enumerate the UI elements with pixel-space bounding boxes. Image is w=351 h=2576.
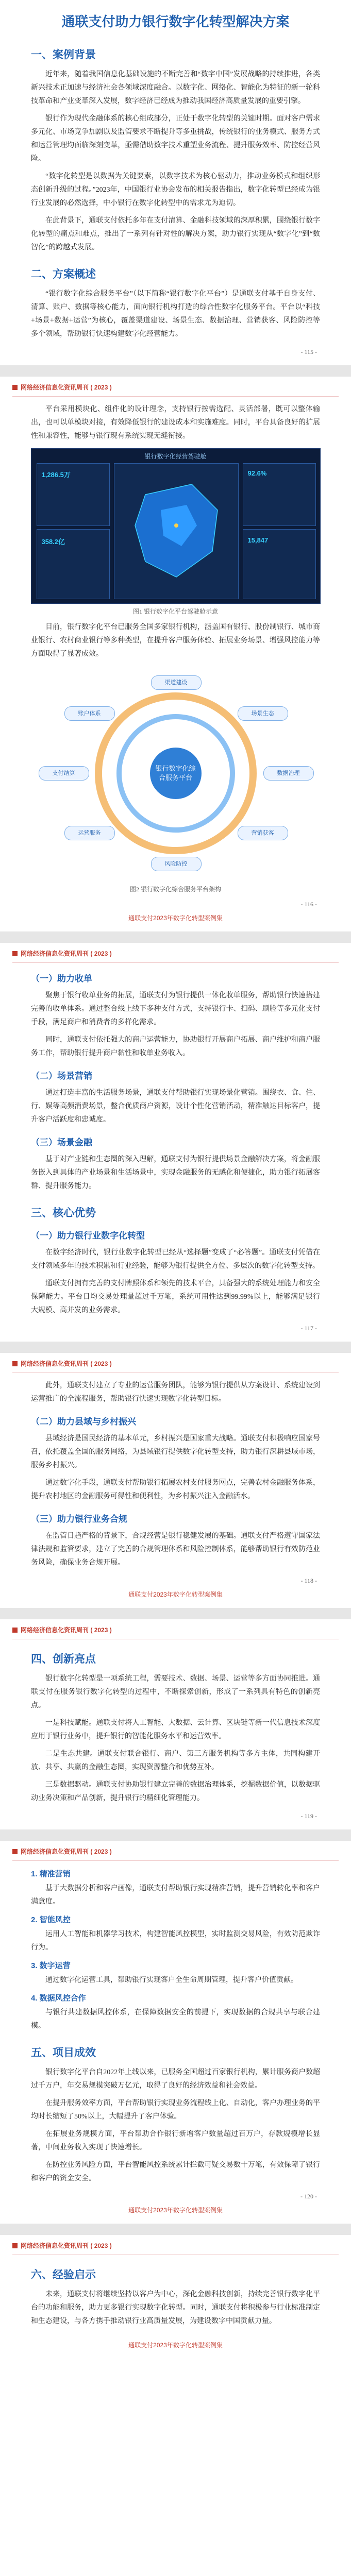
paragraph: 在数字经济时代，银行业数字化转型已经从“选择题”变成了“必答题”。通联支付凭借在支付领域多年的技术积累和行业经验，能够为银行提供全方位、多层次的数字化转型支持。 <box>31 1249 320 1270</box>
figure-caption: 图1 银行数字化平台驾驶舱示意 <box>132 608 218 615</box>
figure-caption: 图2 银行数字化综合服务平台架构 <box>129 886 221 893</box>
paragraph: 在拓展业务规模方面，平台帮助合作银行新增客户数量超过百万户，存款规模增长显著，中间业务收入实现了快速增长。 <box>31 2130 320 2151</box>
ring-leaf: 支付结算 <box>39 766 89 781</box>
page-number: - 118 - <box>300 1577 317 1584</box>
section-heading: 三、核心优势 <box>31 1207 96 1219</box>
header-mark-icon <box>12 951 18 956</box>
page-gap <box>0 1829 351 1841</box>
page-title: 通联支付助力银行数字化转型解决方案 <box>61 14 290 29</box>
architecture-figure <box>31 665 320 882</box>
page-gap <box>0 1342 351 1353</box>
running-header: 网络经济信息化资讯周刊 ( 2023 ) <box>12 1841 339 1861</box>
running-header: 网络经济信息化资讯周刊 ( 2023 ) <box>12 2235 339 2255</box>
paragraph: 通联支付拥有完善的支付牌照体系和领先的技术平台，具备强大的系统处理能力和安全保障能力。平台日均交易处理量超过千万笔，系统可用性达到99.99%以上，能够满足银行大规模、高并发的业务需求。 <box>31 1280 320 1314</box>
paragraph: 银行数字化平台自2022年上线以来，已服务全国超过百家银行机构，累计服务商户数超过千万户，年交易规模突破万亿元，取得了良好的经济效益和社会效益。 <box>31 2069 320 2090</box>
header-mark-icon <box>12 2243 18 2248</box>
subsection-heading: （三）助力银行业务合规 <box>31 1514 127 1524</box>
page-number: - 119 - <box>300 1812 317 1820</box>
running-footer: 通联支付2023年数字化转型案例集 <box>128 1591 223 1598</box>
paragraph: “数字化转型是以数据为关键要素，以数字技术为核心驱动力，推动业务模式和组织形态创新升级的过程。”2023年，中国银行业协会发布的相关报告指出，数字化转型已经成为银行业发展的必然选择，中小银行在数字化转型中的需求尤为迫切。 <box>31 173 320 207</box>
ring-leaf: 场景生态 <box>238 706 288 721</box>
paragraph: 近年来，随着我国信息化基础设施的不断完善和“数字中国”发展战略的持续推进，各类新兴技术正加速与经济社会各领域深度融合。以数字化、网络化、智能化为特征的新一轮科技革命和产业变革深入发展，数字经济已经成为推动我国经济高质量发展的重要引擎。 <box>31 71 320 105</box>
page-gap <box>0 1608 351 1619</box>
paragraph: 在防控业务风险方面，平台智能风控系统累计拦截可疑交易数十万笔，有效保障了银行和客户的资金安全。 <box>31 2161 320 2182</box>
ring-leaf: 营销获客 <box>238 826 288 840</box>
ring-leaf: 账户体系 <box>64 706 115 721</box>
ring-leaf: 运营服务 <box>64 826 115 840</box>
running-header: 网络经济信息化资讯周刊 ( 2023 ) <box>12 943 339 963</box>
running-header: 网络经济信息化资讯周刊 ( 2023 ) <box>12 1353 339 1373</box>
subsection-heading: （一）助力银行业数字化转型 <box>31 1231 145 1241</box>
paragraph: 与银行共建数据风控体系，在保障数据安全的前提下，实现数据的合规共享与联合建模。 <box>31 2009 320 2030</box>
running-footer: 通联支付2023年数字化转型案例集 <box>128 914 223 922</box>
bullet-heading: 4. 数据风控合作 <box>31 1994 86 2003</box>
subsection-heading: （一）助力收单 <box>31 974 92 984</box>
page-number: - 120 - <box>300 2193 317 2200</box>
page-number: - 117 - <box>300 1325 317 1332</box>
subsection-heading: （二）场景营销 <box>31 1071 92 1081</box>
page-number: - 115 - <box>300 348 317 355</box>
page-gap <box>0 931 351 943</box>
paragraph: 基于大数据分析和客户画像，通联支付帮助银行实现精准营销，提升营销转化率和客户满意度。 <box>31 1885 320 1906</box>
paragraph: 二是生态共建。通联支付联合银行、商户、第三方服务机构等多方主体，共同构建开放、共享、共赢的金融生态圈，实现资源整合和优势互补。 <box>31 1750 320 1771</box>
section-heading: 五、项目成效 <box>31 2047 96 2059</box>
page-gap <box>0 365 351 377</box>
ring-leaf: 渠道建设 <box>151 675 202 690</box>
paragraph: 三是数据驱动。通联支付协助银行建立完善的数据治理体系，挖掘数据价值，以数据驱动业务决策和产品创新，提升银行的精细化管理能力。 <box>31 1781 320 1802</box>
paragraph: 目前，银行数字化平台已服务全国多家银行机构，涵盖国有银行、股份制银行、城市商业银行、农村商业银行等多种类型，在提升客户服务体验、拓展业务场景、增强风控能力等方面取得了显著成效。 <box>31 623 320 658</box>
kpi-value: 1,286.5万 <box>41 471 71 479</box>
paragraph: 县域经济是国民经济的基本单元，乡村振兴是国家重大战略。通联支付积极响应国家号召，依托覆盖全国的服务网络，为县域银行提供数字化转型支持，助力银行深耕县域市场，服务乡村振兴。 <box>31 1435 320 1469</box>
paragraph: 此外，通联支付建立了专业的运营服务团队，能够为银行提供从方案设计、系统建设到运营推广的全流程服务，帮助银行快速实现数字化转型目标。 <box>31 1382 320 1403</box>
paragraph: 同时，通联支付依托强大的商户运营能力，协助银行开展商户拓展、商户维护和商户服务工作，帮助银行提升商户黏性和收单业务收入。 <box>31 1036 320 1057</box>
header-mark-icon <box>12 385 18 390</box>
paragraph: 通过数字化手段，通联支付帮助银行拓展农村支付服务网点，完善农村金融服务体系，提升农村地区的金融服务可得性和便利性，为乡村振兴注入金融活水。 <box>31 1479 320 1500</box>
dashboard-title: 银行数字化经营驾驶舱 <box>144 453 207 460</box>
kpi-value: 15,847 <box>247 536 269 544</box>
subsection-heading: （二）助力县域与乡村振兴 <box>31 1417 136 1427</box>
bullet-heading: 1. 精准营销 <box>31 1870 71 1878</box>
paragraph: 在提升服务效率方面，平台帮助银行实现业务流程线上化、自动化，客户办理业务的平均时长缩短了50%以上，大幅提升了客户体验。 <box>31 2099 320 2121</box>
map-graphic <box>114 464 238 599</box>
section-heading: 六、经验启示 <box>31 2269 96 2281</box>
section-heading: 二、方案概述 <box>31 268 96 280</box>
paragraph: 基于对产业链和生态圈的深入理解，通联支付为银行提供场景金融解决方案，将金融服务嵌入到具体的产业场景和生活场景中，实现金融服务的无感化和便捷化，助力银行拓展客群、提升服务能力。 <box>31 1156 320 1190</box>
paragraph: 通过数字化运营工具，帮助银行实现客户全生命周期管理，提升客户价值贡献。 <box>45 1976 298 1984</box>
paragraph: 在监管日趋严格的背景下，合规经营是银行稳健发展的基础。通联支付严格遵守国家法律法规和监管要求，建立了完善的合规管理体系和风险控制体系，能够帮助银行有效防范业务风险，确保业务合规开展。 <box>31 1532 320 1567</box>
paragraph: 运用人工智能和机器学习技术，构建智能风控模型，实时监测交易风险，有效防范欺诈行为。 <box>31 1930 320 1952</box>
dashboard-map-panel <box>114 463 239 599</box>
running-header: 网络经济信息化资讯周刊 ( 2023 ) <box>12 377 339 397</box>
bullet-heading: 2. 智能风控 <box>31 1916 71 1924</box>
paragraph: 银行数字化转型是一项系统工程，需要技术、数据、场景、运营等多方面协同推进。通联支付在服务银行数字化转型的过程中，不断探索创新，形成了一系列具有特色的创新亮点。 <box>31 1675 320 1709</box>
ring-leaf: 风险防控 <box>151 857 202 871</box>
section-heading: 一、案例背景 <box>31 49 96 61</box>
bullet-heading: 3. 数字运营 <box>31 1961 71 1970</box>
page-number: - 116 - <box>300 901 317 908</box>
running-header: 网络经济信息化资讯周刊 ( 2023 ) <box>12 1619 339 1639</box>
paragraph: 通过打造丰富的生活服务场景，通联支付帮助银行实现场景化营销。围绕衣、食、住、行、娱等高频消费场景，整合优质商户资源，设计个性化营销活动，精准触达目标客户，提升客户活跃度和忠诚度。 <box>31 1089 320 1124</box>
paragraph: 平台采用模块化、组件化的设计理念，支持银行按需选配、灵活部署，既可以整体输出，也可以单模块对接，有效降低银行的建设成本和实施难度。同时，平台具备良好的扩展性和兼容性，能够与银行现有系统实现无缝衔接。 <box>31 405 320 440</box>
paragraph: 聚焦于银行收单业务的拓展，通联支付为银行提供一体化收单服务，帮助银行快速搭建完善的收单体系。通过整合线上线下多种支付方式，支持银行卡、扫码、刷脸等多元化支付手段，满足商户和消费者的多样化需求。 <box>31 992 320 1026</box>
paragraph: 银行作为现代金融体系的核心组成部分，正处于数字化转型的关键时期。面对客户需求多元化、市场竞争加剧以及监管要求不断提升等多重挑战，传统银行的业务模式、服务方式和运营管理均面临深刻变革，亟需借助数字技术重塑业务流程、提升服务效率、防控经营风险。 <box>31 115 320 163</box>
paragraph: 未来，通联支付将继续坚持以客户为中心，深化金融科技创新，持续完善银行数字化平台的功能和服务，助力更多银行实现数字化转型。同时，通联支付将积极参与行业标准制定和生态建设，与各方携手推动银行业高质量发展，为建设数字中国贡献力量。 <box>31 2291 320 2325</box>
ring-leaf: 数据治理 <box>263 766 314 781</box>
kpi-value: 358.2亿 <box>41 538 65 546</box>
running-footer: 通联支付2023年数字化转型案例集 <box>128 2342 223 2349</box>
paragraph: 一是科技赋能。通联支付将人工智能、大数据、云计算、区块链等新一代信息技术深度应用于银行业务中，提升银行的智能化服务水平和运营效率。 <box>31 1719 320 1740</box>
paragraph: 在此背景下，通联支付依托多年在支付清算、金融科技领域的深厚积累，围绕银行数字化转型的痛点和难点，推出了一系列有针对性的解决方案，助力银行实现从“数字化”到“数智化”的跨越式发展。 <box>31 217 320 251</box>
dashboard-figure <box>31 448 321 604</box>
running-footer: 通联支付2023年数字化转型案例集 <box>128 2207 223 2214</box>
kpi-value: 92.6% <box>247 469 267 477</box>
header-mark-icon <box>12 1849 18 1854</box>
header-mark-icon <box>12 1628 18 1633</box>
subsection-heading: （三）场景金融 <box>31 1138 92 1147</box>
header-mark-icon <box>12 1361 18 1366</box>
paragraph: “银行数字化综合服务平台”（以下简称“银行数字化平台”）是通联支付基于自身支付、清算、账户、数据等核心能力，面向银行机构打造的综合性数字化服务平台。平台以“科技+场景+数据+运营”为核心，覆盖渠道建设、场景生态、数据治理、营销获客、风险防控等多个领域，帮助银行快速构建数字化经营能力。 <box>31 290 320 338</box>
section-heading: 四、创新亮点 <box>31 1653 96 1665</box>
page-gap <box>0 2224 351 2235</box>
ring-core: 银行数字化综合服务平台 <box>150 748 202 799</box>
